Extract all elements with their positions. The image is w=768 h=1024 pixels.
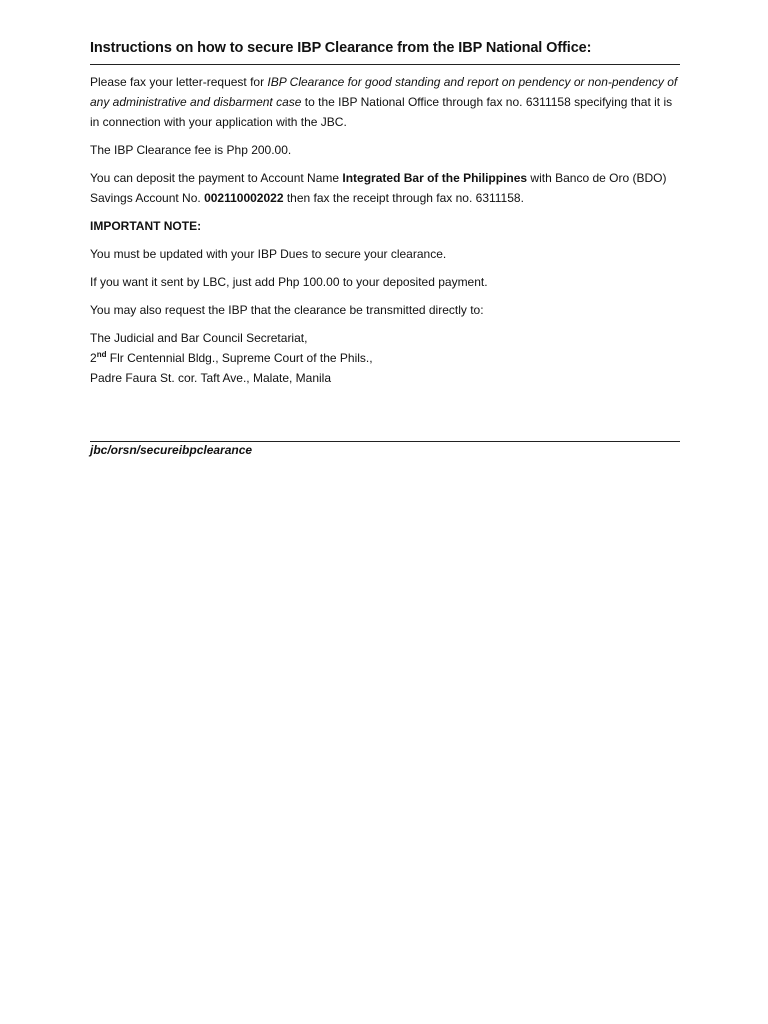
footer-divider — [90, 441, 680, 442]
address-line-1: The Judicial and Bar Council Secretariat, — [90, 331, 308, 345]
address-line-2-rest: Flr Centennial Bldg., Supreme Court of the Phils., — [106, 351, 373, 365]
account-number: 002110002022 — [204, 191, 284, 205]
deposit-text-a: You can deposit the payment to Account Name — [90, 171, 343, 185]
deposit-text-c: with Banco de Oro (BDO) Savings Account No. — [90, 171, 667, 205]
document-page — [90, 0, 680, 1024]
fax-request-paragraph — [90, 72, 680, 132]
document-title: Instructions on how to secure IBP Clearance from the IBP National Office: — [90, 40, 592, 56]
deposit-text-e: then fax the receipt through fax no. 6311158. — [283, 191, 524, 205]
address-line-3: Padre Faura St. cor. Taft Ave., Malate, Manila — [90, 371, 332, 385]
important-note-heading: IMPORTANT NOTE: — [90, 219, 202, 233]
dues-paragraph: You must be updated with your IBP Dues to secure your clearance. — [90, 247, 447, 261]
floor-ordinal-suffix: nd — [96, 350, 107, 359]
floor-number: 2 — [90, 351, 97, 365]
document-reference-code: jbc/orsn/secureibpclearance — [90, 443, 253, 457]
clearance-fee-paragraph: The IBP Clearance fee is Php 200.00. — [90, 143, 292, 157]
clearance-type-italic: IBP Clearance for good standing and report on pendency or non-pendency of any administrative and disbarment case — [90, 75, 678, 109]
account-name: Integrated Bar of the Philippines — [342, 171, 528, 185]
address-line-2 — [90, 348, 680, 368]
deposit-paragraph — [90, 168, 680, 208]
transmit-paragraph: You may also request the IBP that the clearance be transmitted directly to: — [90, 303, 484, 317]
lbc-paragraph: If you want it sent by LBC, just add Php 100.00 to your deposited payment. — [90, 275, 488, 289]
title-divider — [90, 64, 680, 65]
fax-request-text-c: to the IBP National Office through fax no. 6311158 specifying that it is in connection with your application with the JBC. — [90, 95, 673, 129]
document-body — [90, 72, 680, 388]
fax-request-text-a: Please fax your letter-request for — [90, 75, 268, 89]
